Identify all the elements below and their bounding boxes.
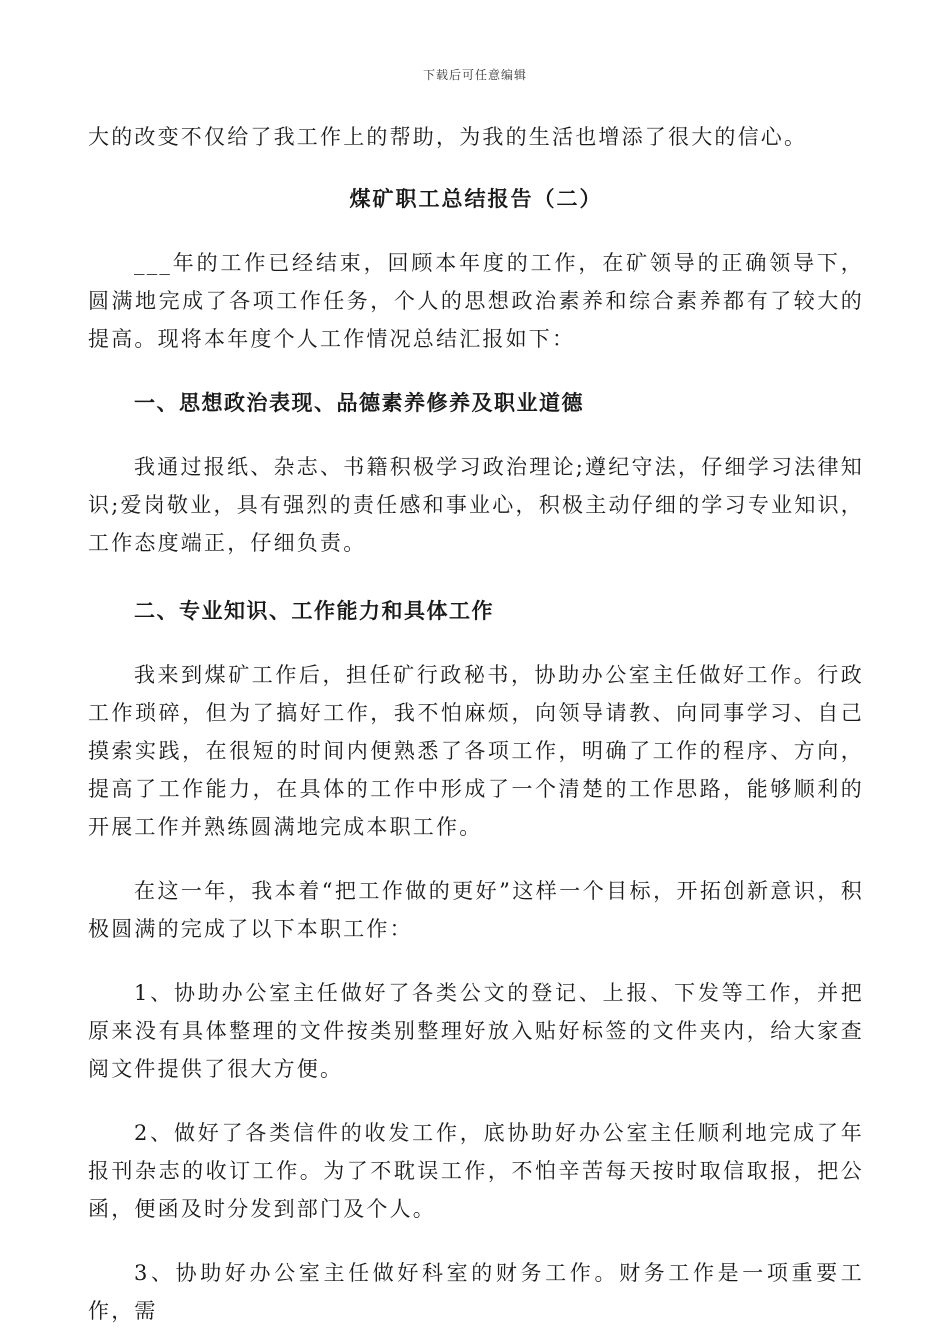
header-note: 下载后可任意编辑 [422,68,527,82]
intro-paragraph: ___年的工作已经结束，回顾本年度的工作，在矿领导的正确领导下，圆满地完成了各项工作任务，个人的思想政治素养和综合素养都有了较大的提高。现将本年度个人工作情况总结汇报如下： [88,251,864,351]
list-item: 2、做好了各类信件的收发工作，底协助好办公室主任顺利地完成了年报刊杂志的收订工作。为了不耽误工作，不怕辛苦每天按时取信取报，把公函，便函及时分发到部门及个人。 [88,1121,864,1221]
section-heading-1: 一、思想政治表现、品德素养修养及职业道德 [134,390,584,415]
continuation-paragraph: 大的改变不仅给了我工作上的帮助，为我的生活也增添了很大的信心。 [88,125,808,149]
section-body-1: 我通过报纸、杂志、书籍积极学习政治理论;遵纪守法，仔细学习法律知识;爱岗敬业，具有强烈的责任感和事业心，积极主动仔细的学习专业知识，工作态度端正，仔细负责。 [88,455,864,555]
list-item: 1、协助办公室主任做好了各类公文的登记、上报、下发等工作，并把原来没有具体整理的文件按类别整理好放入贴好标签的文件夹内，给大家查阅文件提供了很大方便。 [88,981,864,1081]
section-heading-2: 二、专业知识、工作能力和具体工作 [134,598,494,623]
document-title: 煤矿职工总结报告（二） [349,186,603,211]
document-body [88,118,864,1330]
section-body-2: 我来到煤矿工作后，担任矿行政秘书，协助办公室主任做好工作。行政工作琐碎，但为了搞好工作，我不怕麻烦，向领导请教、向同事学习、自己摸索实践，在很短的时间内便熟悉了各项工作，明确了工作的程序、方向，提高了工作能力，在具体的工作中形成了一个清楚的工作思路，能够顺利的开展工作并熟练圆满地完成本职工作。 [88,663,864,839]
list-item: 3、协助好办公室主任做好科室的财务工作。财务工作是一项重要工作，需 [88,1261,864,1323]
year-paragraph: 在这一年，我本着“把工作做的更好”这样一个目标，开拓创新意识，积极圆满的完成了以下本职工作： [88,879,864,941]
